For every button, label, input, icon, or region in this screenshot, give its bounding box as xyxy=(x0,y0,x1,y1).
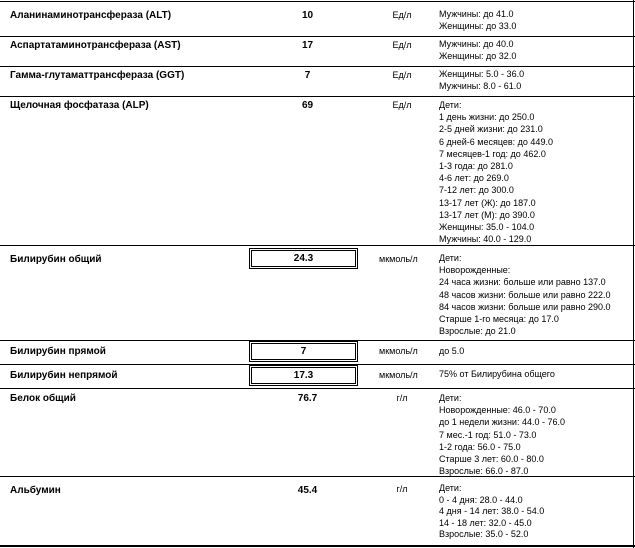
row-divider xyxy=(0,66,635,67)
reference-line: Дети: xyxy=(439,393,462,403)
row-divider xyxy=(0,388,635,389)
reference-line: Новорожденные: xyxy=(439,265,511,276)
reference-line: Женщины: 5.0 - 36.0 xyxy=(439,69,525,79)
reference-line: Женщины: до 32.0 xyxy=(439,50,517,61)
test-unit: Ед/л xyxy=(392,10,412,20)
table-border-bottom xyxy=(0,545,635,547)
test-value: 76.7 xyxy=(297,393,318,404)
reference-line: Старше 1-го месяца: до 17.0 xyxy=(439,314,559,325)
reference-range xyxy=(439,483,544,541)
reference-line: Дети: xyxy=(439,100,462,110)
test-name: Билирубин общий xyxy=(10,254,102,265)
reference-line: Взрослые: 66.0 - 87.0 xyxy=(439,466,529,477)
test-value: 69 xyxy=(301,100,314,111)
test-name: Щелочная фосфатаза (ALP) xyxy=(10,100,149,111)
reference-line: Новорожденные: 46.0 - 70.0 xyxy=(439,405,556,416)
reference-line: Женщины: 35.0 - 104.0 xyxy=(439,222,535,233)
test-unit: мкмоль/л xyxy=(379,370,418,380)
test-unit: г/л xyxy=(396,484,408,494)
reference-range xyxy=(439,39,516,62)
test-value-flagged: 24.3 xyxy=(249,248,358,269)
test-name: Билирубин прямой xyxy=(10,346,106,357)
reference-line: Мужчины: 40.0 - 129.0 xyxy=(439,234,532,245)
reference-line: 6 дней-6 месяцев: до 449.0 xyxy=(439,136,553,147)
reference-range xyxy=(439,346,464,358)
reference-range xyxy=(439,252,611,337)
test-unit: г/л xyxy=(396,393,408,403)
test-value: 10 xyxy=(301,10,314,21)
reference-line: 24 часа жизни: больше или равно 137.0 xyxy=(439,277,606,288)
table-border-right xyxy=(633,0,634,548)
test-unit: Ед/л xyxy=(392,70,412,80)
reference-line: 1-2 года: 56.0 - 75.0 xyxy=(439,441,521,452)
row-divider xyxy=(0,36,635,37)
reference-line: 4 дня - 14 лет: 38.0 - 54.0 xyxy=(439,506,545,516)
test-unit: мкмоль/л xyxy=(379,254,418,264)
reference-line: Женщины: до 33.0 xyxy=(439,20,517,31)
reference-line: Дети: xyxy=(439,483,462,493)
reference-line: 4-6 лет: до 269.0 xyxy=(439,173,509,184)
reference-line: 13-17 лет (Ж): до 187.0 xyxy=(439,197,536,208)
reference-line: 0 - 4 дня: 28.0 - 44.0 xyxy=(439,494,523,505)
reference-range xyxy=(439,369,555,381)
reference-line: 84 часов жизни: больше или равно 290.0 xyxy=(439,301,611,312)
test-value: 45.4 xyxy=(297,485,318,496)
reference-line: Взрослые: 35.0 - 52.0 xyxy=(439,529,529,539)
test-name: Билирубин непрямой xyxy=(10,370,118,381)
test-name: Альбумин xyxy=(10,485,61,496)
reference-line: 7-12 лет: до 300.0 xyxy=(439,185,514,196)
reference-line: 1-3 года: до 281.0 xyxy=(439,161,513,172)
test-name: Аспартатаминотрансфераза (AST) xyxy=(10,40,181,51)
test-value: 7 xyxy=(304,70,311,81)
reference-line: Мужчины: до 40.0 xyxy=(439,39,514,49)
reference-line: до 1 недели жизни: 44.0 - 76.0 xyxy=(439,417,565,428)
reference-line: Мужчины: 8.0 - 61.0 xyxy=(439,80,522,91)
reference-line: 2-5 дней жизни: до 231.0 xyxy=(439,124,543,135)
reference-range xyxy=(439,9,516,32)
reference-line: 13-17 лет (М): до 390.0 xyxy=(439,209,535,220)
test-unit: мкмоль/л xyxy=(379,346,418,356)
test-value-flagged: 7 xyxy=(249,341,358,362)
reference-range xyxy=(439,392,565,477)
reference-line: 7 месяцев-1 год: до 462.0 xyxy=(439,148,546,159)
reference-line: 1 день жизни: до 250.0 xyxy=(439,112,535,123)
reference-line: Взрослые: до 21.0 xyxy=(439,326,516,337)
reference-line: Мужчины: до 41.0 xyxy=(439,9,514,19)
reference-range xyxy=(439,99,553,245)
reference-line: 7 мес.-1 год: 51.0 - 73.0 xyxy=(439,429,537,440)
reference-line: Дети: xyxy=(439,253,462,263)
reference-line: 48 часов жизни: больше или равно 222.0 xyxy=(439,289,611,300)
row-divider xyxy=(0,96,635,97)
test-name: Белок общий xyxy=(10,393,76,404)
reference-line: Старше 3 лет: 60.0 - 80.0 xyxy=(439,454,544,465)
test-name: Аланинаминотрансфераза (ALT) xyxy=(10,10,172,21)
reference-line: 14 - 18 лет: 32.0 - 45.0 xyxy=(439,517,532,528)
reference-range xyxy=(439,69,524,92)
test-unit: Ед/л xyxy=(392,100,412,110)
test-unit: Ед/л xyxy=(392,40,412,50)
reference-line: 75% от Билирубина общего xyxy=(439,369,555,379)
test-name: Гамма-глутаматтрансфераза (GGT) xyxy=(10,70,185,81)
test-value: 17 xyxy=(301,40,314,51)
table-border-top xyxy=(0,1,635,2)
test-value-flagged: 17.3 xyxy=(249,365,358,386)
reference-line: до 5.0 xyxy=(439,346,465,356)
